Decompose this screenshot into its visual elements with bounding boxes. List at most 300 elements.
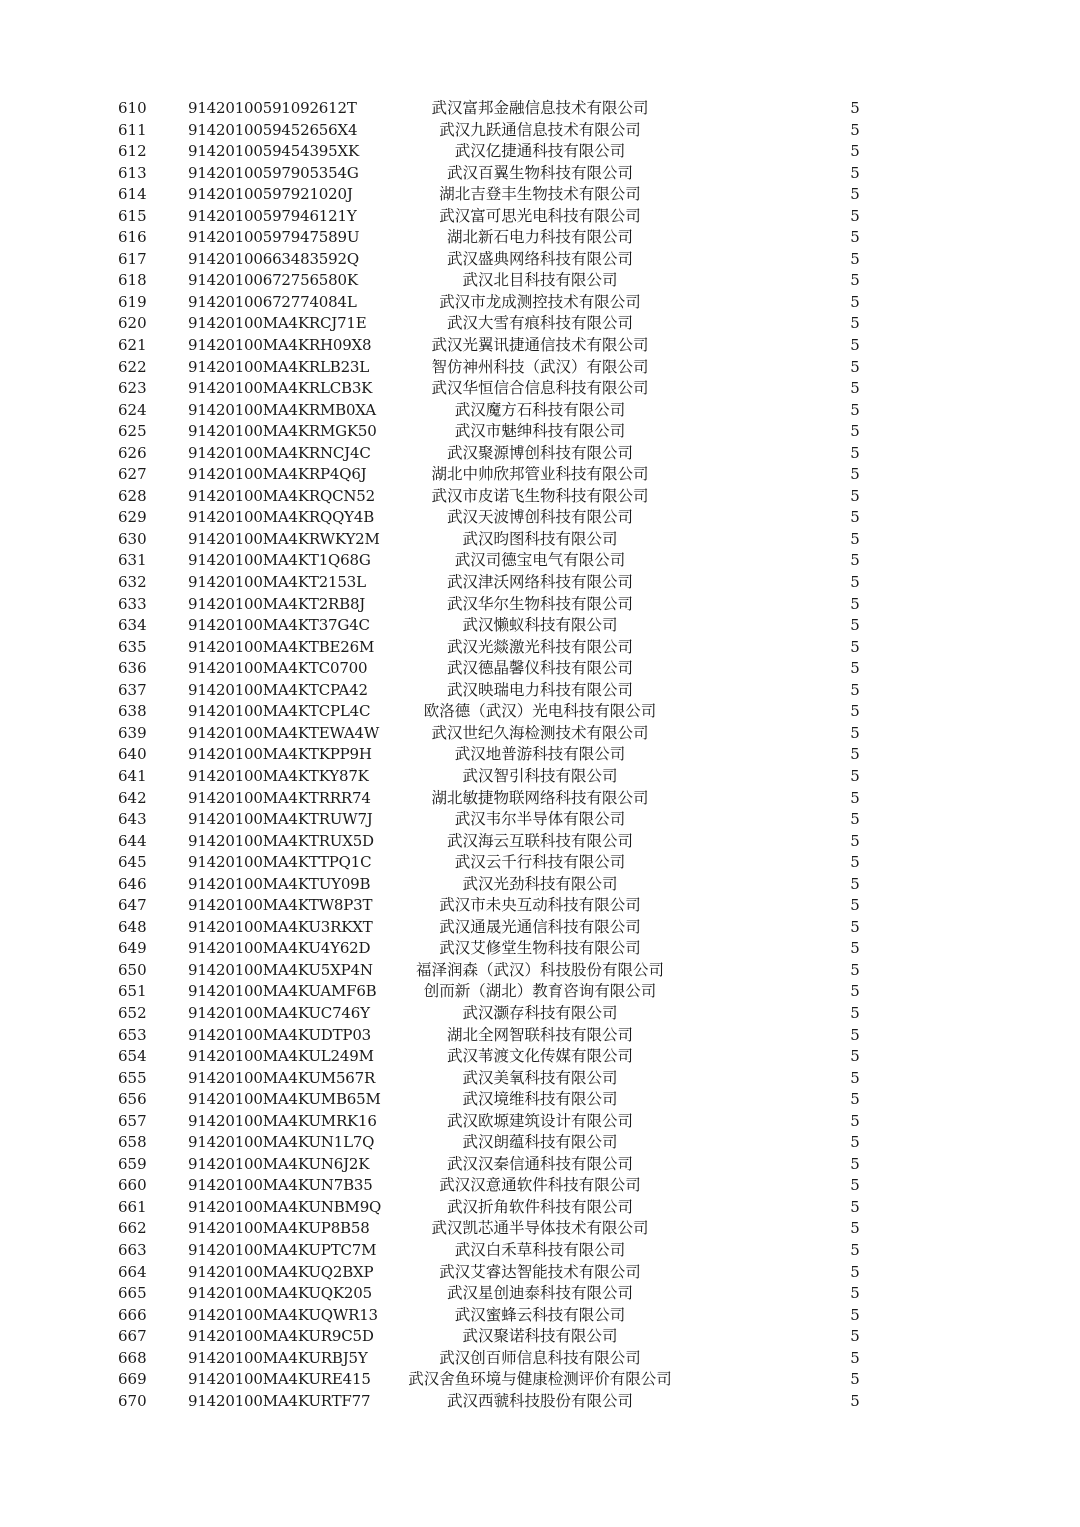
row-number: 628: [118, 486, 147, 505]
company-name: 武汉津沃网络科技有限公司: [446, 573, 633, 592]
company-name: 武汉聚源博创科技有限公司: [446, 443, 633, 462]
score: 5: [850, 702, 860, 721]
row-number: 661: [118, 1197, 147, 1216]
table-row: [0, 831, 1080, 853]
row-number: 667: [118, 1327, 147, 1346]
score: 5: [850, 723, 860, 742]
score: 5: [850, 1133, 860, 1152]
score: 5: [850, 1240, 860, 1259]
table-row: [0, 637, 1080, 659]
credit-code: 9142010059454395XK: [188, 142, 359, 161]
row-number: 648: [118, 917, 147, 936]
row-number: 611: [118, 120, 147, 139]
table-row: [0, 464, 1080, 486]
credit-code: 91420100MA4KT1Q68G: [188, 551, 371, 570]
credit-code: 91420100MA4KUP8B58: [188, 1219, 370, 1238]
score: 5: [850, 616, 860, 635]
row-number: 638: [118, 702, 147, 721]
row-number: 662: [118, 1219, 147, 1238]
row-number: 653: [118, 1025, 147, 1044]
company-name: 武汉创百师信息科技有限公司: [439, 1348, 641, 1367]
company-name: 武汉凯芯通半导体技术有限公司: [431, 1219, 649, 1238]
company-name: 武汉市龙成测控技术有限公司: [439, 292, 641, 311]
table-row: [0, 1240, 1080, 1262]
credit-code: 91420100MA4KTRRR74: [188, 788, 371, 807]
score: 5: [850, 810, 860, 829]
credit-code: 91420100MA4KUL249M: [188, 1047, 374, 1066]
table-row: [0, 1262, 1080, 1284]
row-number: 640: [118, 745, 147, 764]
credit-code: 91420100MA4KT2153L: [188, 573, 366, 592]
score: 5: [850, 271, 860, 290]
row-number: 665: [118, 1284, 147, 1303]
table-row: [0, 701, 1080, 723]
company-name: 武汉海云互联科技有限公司: [446, 831, 633, 850]
credit-code: 91420100MA4KURBJ5Y: [188, 1348, 368, 1367]
row-number: 656: [118, 1090, 147, 1109]
table-row: [0, 227, 1080, 249]
row-number: 646: [118, 874, 147, 893]
row-number: 639: [118, 723, 147, 742]
company-name: 武汉白禾草科技有限公司: [454, 1240, 626, 1259]
score: 5: [850, 228, 860, 247]
credit-code: 91420100MA4KTRUX5D: [188, 831, 374, 850]
table-row: [0, 1025, 1080, 1047]
company-name: 湖北吉登丰生物技术有限公司: [439, 185, 641, 204]
credit-code: 91420100MA4KUM567R: [188, 1068, 376, 1087]
score: 5: [850, 1003, 860, 1022]
credit-code: 91420100MA4KTTPQ1C: [188, 853, 372, 872]
company-name: 湖北全网智联科技有限公司: [446, 1025, 633, 1044]
company-name: 武汉朗蕴科技有限公司: [462, 1133, 618, 1152]
score: 5: [850, 594, 860, 613]
score: 5: [850, 659, 860, 678]
score: 5: [850, 1370, 860, 1389]
credit-code: 91420100MA4KURTF77: [188, 1391, 371, 1410]
credit-code: 91420100MA4KT37G4C: [188, 616, 370, 635]
table-row: [0, 960, 1080, 982]
credit-code: 91420100MA4KUMB65M: [188, 1090, 381, 1109]
row-number: 643: [118, 810, 147, 829]
score: 5: [850, 939, 860, 958]
row-number: 635: [118, 637, 147, 656]
row-number: 645: [118, 853, 147, 872]
company-name: 武汉百翼生物科技有限公司: [446, 163, 633, 182]
credit-code: 91420100597921020J: [188, 185, 353, 204]
score: 5: [850, 1111, 860, 1130]
table-row: [0, 1283, 1080, 1305]
table-row: [0, 486, 1080, 508]
row-number: 610: [118, 99, 147, 117]
credit-code: 91420100MA4KRNCJ4C: [188, 443, 371, 462]
table-row: [0, 378, 1080, 400]
score: 5: [850, 357, 860, 376]
company-name: 武汉映瑞电力科技有限公司: [446, 680, 633, 699]
table-row: [0, 723, 1080, 745]
company-name: 武汉市皮诺飞生物科技有限公司: [431, 486, 649, 505]
row-number: 668: [118, 1348, 147, 1367]
row-number: 632: [118, 573, 147, 592]
credit-code: 91420100MA4KU3RKXT: [188, 917, 373, 936]
table-row: [0, 141, 1080, 163]
credit-code: 91420100MA4KUC746Y: [188, 1003, 370, 1022]
table-row: [0, 1348, 1080, 1370]
table-row: [0, 163, 1080, 185]
company-name: 武汉灏存科技有限公司: [462, 1003, 618, 1022]
score: 5: [850, 853, 860, 872]
row-number: 660: [118, 1176, 147, 1195]
company-name: 武汉通晟光通信科技有限公司: [439, 917, 641, 936]
credit-code: 91420100MA4KTCPL4C: [188, 702, 371, 721]
score: 5: [850, 680, 860, 699]
company-name: 武汉星创迪泰科技有限公司: [446, 1284, 633, 1303]
row-number: 626: [118, 443, 147, 462]
table-row: [0, 443, 1080, 465]
score: 5: [850, 529, 860, 548]
score: 5: [850, 1348, 860, 1367]
score: 5: [850, 249, 860, 268]
row-number: 664: [118, 1262, 147, 1281]
table-row: [0, 917, 1080, 939]
table-row: [0, 550, 1080, 572]
score: 5: [850, 896, 860, 915]
score: 5: [850, 443, 860, 462]
score: 5: [850, 379, 860, 398]
score: 5: [850, 99, 860, 117]
table-row: [0, 1132, 1080, 1154]
score: 5: [850, 1154, 860, 1173]
table-row: [0, 206, 1080, 228]
score: 5: [850, 1025, 860, 1044]
row-number: 619: [118, 292, 147, 311]
score: 5: [850, 637, 860, 656]
credit-code: 9142010059452656X4: [188, 120, 358, 139]
credit-code: 91420100MA4KRCJ71E: [188, 314, 367, 333]
credit-code: 91420100MA4KUAMF6B: [188, 982, 377, 1001]
table-row: [0, 1003, 1080, 1025]
score: 5: [850, 292, 860, 311]
credit-code: 91420100672756580K: [188, 271, 358, 290]
score: 5: [850, 400, 860, 419]
row-number: 655: [118, 1068, 147, 1087]
credit-code: 91420100MA4KUPTC7M: [188, 1240, 377, 1259]
table-row: [0, 615, 1080, 637]
credit-code: 91420100MA4KUNBM9Q: [188, 1197, 382, 1216]
company-name: 武汉天波博创科技有限公司: [446, 508, 633, 527]
company-name: 武汉昀图科技有限公司: [462, 529, 618, 548]
company-name: 武汉世纪久海检测技术有限公司: [431, 723, 649, 742]
credit-code: 91420100MA4KRH09X8: [188, 336, 372, 355]
table-row: [0, 249, 1080, 271]
credit-code: 91420100597946121Y: [188, 206, 357, 225]
row-number: 641: [118, 766, 147, 785]
table-row: [0, 1305, 1080, 1327]
credit-code: 91420100672774084L: [188, 292, 357, 311]
credit-code: 91420100MA4KRMGK50: [188, 422, 377, 441]
score: 5: [850, 314, 860, 333]
score: 5: [850, 831, 860, 850]
table-row: [0, 1068, 1080, 1090]
score: 5: [850, 185, 860, 204]
credit-code: 91420100MA4KUDTP03: [188, 1025, 372, 1044]
score: 5: [850, 465, 860, 484]
row-number: 654: [118, 1047, 147, 1066]
row-number: 644: [118, 831, 147, 850]
table-row: [0, 1175, 1080, 1197]
company-name: 武汉智引科技有限公司: [462, 766, 618, 785]
table-row: [0, 1218, 1080, 1240]
row-number: 617: [118, 249, 147, 268]
credit-code: 91420100MA4KTRUW7J: [188, 810, 373, 829]
credit-code: 91420100MA4KUR9C5D: [188, 1327, 374, 1346]
credit-code: 91420100MA4KTBE26M: [188, 637, 375, 656]
score: 5: [850, 1305, 860, 1324]
score: 5: [850, 766, 860, 785]
credit-code: 91420100MA4KUQK205: [188, 1284, 372, 1303]
table-row: [0, 981, 1080, 1003]
row-number: 613: [118, 163, 147, 182]
company-name: 武汉汉意通软件科技有限公司: [439, 1176, 641, 1195]
score: 5: [850, 206, 860, 225]
credit-code: 91420100MA4KTKPP9H: [188, 745, 372, 764]
row-number: 658: [118, 1133, 147, 1152]
table-row: [0, 98, 1080, 120]
credit-code: 91420100MA4KTCPA42: [188, 680, 368, 699]
company-name: 武汉亿捷通科技有限公司: [454, 142, 626, 161]
company-name: 武汉司德宝电气有限公司: [454, 551, 626, 570]
credit-code: 91420100MA4KUQWR13: [188, 1305, 378, 1324]
credit-code: 91420100MA4KTC0700: [188, 659, 368, 678]
score: 5: [850, 551, 860, 570]
table-row: [0, 572, 1080, 594]
score: 5: [850, 745, 860, 764]
table-row: [0, 1046, 1080, 1068]
row-number: 624: [118, 400, 147, 419]
company-name: 武汉艾睿达智能技术有限公司: [439, 1262, 641, 1281]
table-row: [0, 421, 1080, 443]
row-number: 670: [118, 1391, 147, 1410]
company-name: 智仿神州科技（武汉）有限公司: [431, 357, 649, 376]
company-name: 湖北新石电力科技有限公司: [446, 228, 633, 247]
company-name: 武汉富可思光电科技有限公司: [439, 206, 641, 225]
company-name: 武汉懒蚁科技有限公司: [462, 616, 618, 635]
credit-code: 91420100MA4KUN6J2K: [188, 1154, 370, 1173]
row-number: 657: [118, 1111, 147, 1130]
table-row: [0, 938, 1080, 960]
score: 5: [850, 336, 860, 355]
row-number: 669: [118, 1370, 147, 1389]
credit-code: 91420100MA4KRWKY2M: [188, 529, 380, 548]
score: 5: [850, 1176, 860, 1195]
company-name: 武汉大雪有痕科技有限公司: [446, 314, 633, 333]
score: 5: [850, 874, 860, 893]
table-row: [0, 400, 1080, 422]
row-number: 621: [118, 336, 147, 355]
table-row: [0, 507, 1080, 529]
score: 5: [850, 486, 860, 505]
score: 5: [850, 1219, 860, 1238]
row-number: 616: [118, 228, 147, 247]
row-number: 630: [118, 529, 147, 548]
credit-code: 91420100MA4KUQ2BXP: [188, 1262, 374, 1281]
credit-code: 91420100MA4KUMRK16: [188, 1111, 377, 1130]
company-name: 武汉舍鱼环境与健康检测评价有限公司: [408, 1370, 672, 1389]
score: 5: [850, 422, 860, 441]
table-row: [0, 658, 1080, 680]
score: 5: [850, 142, 860, 161]
score: 5: [850, 163, 860, 182]
score: 5: [850, 1391, 860, 1410]
row-number: 627: [118, 465, 147, 484]
score: 5: [850, 120, 860, 139]
credit-code: 91420100MA4KU5XP4N: [188, 960, 373, 979]
company-name: 武汉地普游科技有限公司: [454, 745, 626, 764]
credit-code: 91420100MA4KT2RB8J: [188, 594, 366, 613]
credit-code: 91420100MA4KRLCB3K: [188, 379, 373, 398]
credit-code: 91420100663483592Q: [188, 249, 359, 268]
company-name: 湖北中帅欣邦管业科技有限公司: [431, 465, 649, 484]
company-name: 福泽润森（武汉）科技股份有限公司: [415, 960, 664, 979]
table-row: [0, 529, 1080, 551]
company-name: 武汉光翼讯捷通信技术有限公司: [431, 336, 649, 355]
row-number: 629: [118, 508, 147, 527]
table-row: [0, 766, 1080, 788]
score: 5: [850, 508, 860, 527]
table-row: [0, 292, 1080, 314]
table-row: [0, 744, 1080, 766]
company-name: 武汉华恒信合信息科技有限公司: [431, 379, 649, 398]
score: 5: [850, 1090, 860, 1109]
credit-code: 91420100MA4KTUY09B: [188, 874, 371, 893]
company-name: 武汉光劲科技有限公司: [462, 874, 618, 893]
credit-code: 91420100MA4KTW8P3T: [188, 896, 373, 915]
table-row: [0, 1111, 1080, 1133]
company-name: 湖北敏捷物联网络科技有限公司: [431, 788, 649, 807]
row-number: 650: [118, 960, 147, 979]
company-name: 武汉蜜蜂云科技有限公司: [454, 1305, 626, 1324]
table-row: [0, 1197, 1080, 1219]
company-name: 武汉欧塬建筑设计有限公司: [446, 1111, 633, 1130]
table-row: [0, 895, 1080, 917]
score: 5: [850, 960, 860, 979]
company-name: 武汉聚诺科技有限公司: [462, 1327, 618, 1346]
table-row: [0, 1154, 1080, 1176]
row-number: 614: [118, 185, 147, 204]
score: 5: [850, 1068, 860, 1087]
table-row: [0, 313, 1080, 335]
company-name: 武汉九跃通信息技术有限公司: [439, 120, 641, 139]
company-name: 武汉折角软件科技有限公司: [446, 1197, 633, 1216]
row-number: 663: [118, 1240, 147, 1259]
table-row: [0, 788, 1080, 810]
company-name: 武汉德晶馨仪科技有限公司: [446, 659, 633, 678]
company-name: 创而新（湖北）教育咨询有限公司: [423, 982, 657, 1001]
row-number: 631: [118, 551, 147, 570]
credit-code: 91420100MA4KRQQY4B: [188, 508, 375, 527]
credit-code: 91420100597905354G: [188, 163, 359, 182]
table-row: [0, 184, 1080, 206]
score: 5: [850, 1327, 860, 1346]
credit-code: 91420100MA4KRLB23L: [188, 357, 370, 376]
row-number: 618: [118, 271, 147, 290]
row-number: 623: [118, 379, 147, 398]
score: 5: [850, 788, 860, 807]
table-row: [0, 680, 1080, 702]
credit-code: 91420100MA4KU4Y62D: [188, 939, 371, 958]
row-number: 649: [118, 939, 147, 958]
row-number: 633: [118, 594, 147, 613]
company-name: 武汉市魅绅科技有限公司: [454, 422, 626, 441]
company-name: 武汉韦尔半导体有限公司: [454, 810, 626, 829]
table-row: [0, 594, 1080, 616]
score: 5: [850, 1262, 860, 1281]
table-row: [0, 852, 1080, 874]
table-row: [0, 874, 1080, 896]
company-name: 武汉汉秦信通科技有限公司: [446, 1154, 633, 1173]
company-name: 武汉魔方石科技有限公司: [454, 400, 626, 419]
company-name: 武汉云千行科技有限公司: [454, 853, 626, 872]
score: 5: [850, 982, 860, 1001]
score: 5: [850, 917, 860, 936]
table-row: [0, 1089, 1080, 1111]
score: 5: [850, 573, 860, 592]
credit-code: 91420100MA4KUN7B35: [188, 1176, 373, 1195]
row-number: 636: [118, 659, 147, 678]
row-number: 634: [118, 616, 147, 635]
credit-code: 91420100MA4KTEWA4W: [188, 723, 380, 742]
table-row: [0, 270, 1080, 292]
company-name: 武汉苇渡文化传媒有限公司: [446, 1047, 633, 1066]
company-name: 武汉光燚激光科技有限公司: [446, 637, 633, 656]
row-number: 615: [118, 206, 147, 225]
company-name: 欧洛德（武汉）光电科技有限公司: [423, 702, 657, 721]
credit-code: 91420100MA4KURE415: [188, 1370, 371, 1389]
table-row: [0, 120, 1080, 142]
row-number: 642: [118, 788, 147, 807]
credit-code: 91420100MA4KRQCN52: [188, 486, 375, 505]
row-number: 647: [118, 896, 147, 915]
table-row: [0, 1369, 1080, 1391]
company-name: 武汉西虢科技股份有限公司: [446, 1391, 633, 1410]
score: 5: [850, 1284, 860, 1303]
company-name: 武汉盛典网络科技有限公司: [446, 249, 633, 268]
credit-code: 91420100597947589U: [188, 228, 360, 247]
company-name: 武汉北目科技有限公司: [462, 271, 618, 290]
score: 5: [850, 1047, 860, 1066]
company-name: 武汉艾修堂生物科技有限公司: [439, 939, 641, 958]
table-row: [0, 357, 1080, 379]
credit-code: 91420100591092612T: [188, 99, 357, 117]
credit-code: 91420100MA4KUN1L7Q: [188, 1133, 375, 1152]
company-table: [0, 98, 1080, 1412]
company-name: 武汉华尔生物科技有限公司: [446, 594, 633, 613]
company-name: 武汉富邦金融信息技术有限公司: [431, 99, 649, 117]
credit-code: 91420100MA4KRMB0XA: [188, 400, 376, 419]
row-number: 622: [118, 357, 147, 376]
row-number: 625: [118, 422, 147, 441]
credit-code: 91420100MA4KRP4Q6J: [188, 465, 367, 484]
company-name: 武汉境维科技有限公司: [462, 1090, 618, 1109]
company-name: 武汉市未央互动科技有限公司: [439, 896, 641, 915]
table-row: [0, 1391, 1080, 1413]
score: 5: [850, 1197, 860, 1216]
row-number: 612: [118, 142, 147, 161]
row-number: 620: [118, 314, 147, 333]
row-number: 651: [118, 982, 147, 1001]
credit-code: 91420100MA4KTKY87K: [188, 766, 369, 785]
row-number: 652: [118, 1003, 147, 1022]
row-number: 666: [118, 1305, 147, 1324]
